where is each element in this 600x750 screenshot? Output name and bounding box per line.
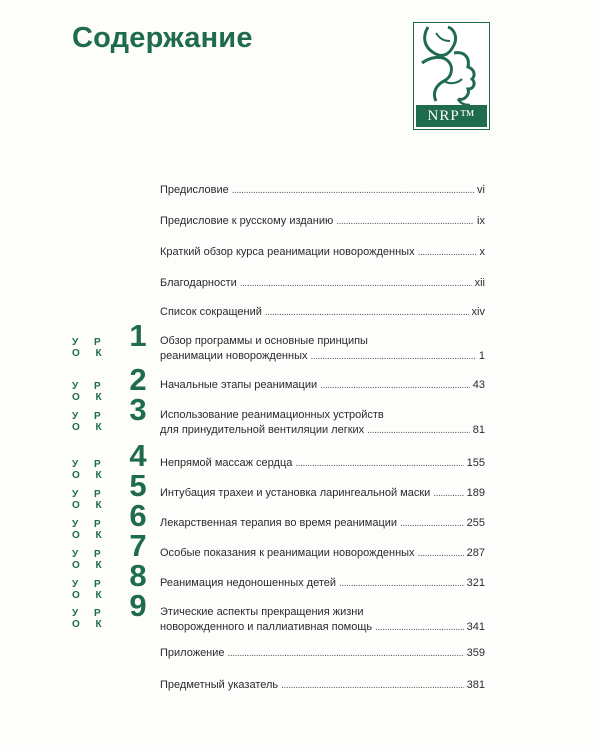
dot-leader [265,305,469,320]
dot-leader [418,245,477,260]
lesson-number: 6 [129,498,147,533]
toc-entry-index[interactable] [160,678,485,693]
toc-entry-acknowledgements[interactable] [160,276,485,291]
toc-entry-preface[interactable] [160,183,485,198]
entry-title-line2: реанимации новорожденных [160,350,308,362]
toc-entry-lesson-8[interactable] [160,576,485,591]
dot-leader [339,576,464,591]
lesson-label: У Р О К [72,608,109,630]
lesson-number: 4 [129,438,147,473]
logo-text: NRP™ [416,105,487,127]
lesson-label: У Р О К [72,519,109,541]
entry-page: 189 [466,487,485,499]
entry-page: 1 [478,350,485,362]
entry-title: Краткий обзор курса реанимации новорожденных [160,246,415,258]
lesson-number: 1 [129,318,147,353]
dot-leader [295,456,463,471]
entry-page: 341 [466,621,485,633]
toc-entry-lesson-1[interactable] [160,334,485,364]
toc-entry-course-overview[interactable] [160,245,485,260]
entry-page: 287 [466,547,485,559]
entry-title-line1: Использование реанимационных устройств [160,409,384,421]
dot-leader [311,349,476,364]
page-title: Содержание [72,22,253,54]
entry-page: 255 [466,517,485,529]
toc-entry-preface-russian[interactable] [160,214,485,229]
entry-title-line2: для принудительной вентиляции легких [160,424,365,436]
lesson-label: У Р О К [72,489,109,511]
lesson-label: У Р О К [72,337,109,359]
dot-leader [240,276,472,291]
entry-title: Начальные этапы реанимации [160,379,318,391]
entry-title-line2: новорожденного и паллиативная помощь [160,621,373,633]
lesson-number: 8 [129,558,147,593]
entry-title: Реанимация недоношенных детей [160,577,337,589]
toc-entry-lesson-9[interactable] [160,605,485,635]
entry-page: 43 [472,379,485,391]
entry-page: 155 [466,457,485,469]
lesson-label: У Р О К [72,549,109,571]
dot-leader [228,646,464,661]
entry-page: 81 [472,424,485,436]
entry-page: xii [474,277,485,289]
entry-page: xiv [471,306,485,318]
entry-page: 381 [466,679,485,691]
toc-entry-abbreviations[interactable] [160,305,485,320]
lesson-number: 2 [129,362,147,397]
dot-leader [336,214,474,229]
entry-title: Особые показания к реанимации новорожденных [160,547,415,559]
toc-entry-lesson-6[interactable] [160,516,485,531]
lesson-label: У Р О К [72,579,109,601]
entry-title: Непрямой массаж сердца [160,457,293,469]
entry-title: Лекарственная терапия во время реанимации [160,517,398,529]
entry-page: 359 [466,647,485,659]
toc-entry-lesson-4[interactable] [160,456,485,471]
entry-title: Предисловие [160,184,229,196]
toc-entry-lesson-3[interactable] [160,408,485,438]
entry-title: Интубация трахеи и установка ларингеальной маски [160,487,431,499]
entry-page: vi [477,184,485,196]
entry-title: Предисловие к русскому изданию [160,215,334,227]
dot-leader [232,183,474,198]
dot-leader [400,516,464,531]
entry-page: ix [477,215,485,227]
toc-entry-lesson-7[interactable] [160,546,485,561]
lesson-label: У Р О К [72,411,109,433]
dot-leader [320,378,470,393]
entry-title: Список сокращений [160,306,262,318]
entry-title-line1: Обзор программы и основные принципы [160,335,368,347]
entry-title: Благодарности [160,277,237,289]
entry-title: Предметный указатель [160,679,279,691]
entry-page: x [479,246,485,258]
dot-leader [375,620,463,635]
lesson-number: 9 [129,588,147,623]
lesson-label: У Р О К [72,381,109,403]
dot-leader [367,423,470,438]
dot-leader [281,678,464,693]
lesson-number: 3 [129,392,147,427]
lesson-label: У Р О К [72,459,109,481]
toc-entry-lesson-2[interactable] [160,378,485,393]
dot-leader [418,546,464,561]
toc-entry-lesson-5[interactable] [160,486,485,501]
entry-page: 321 [466,577,485,589]
lesson-number: 5 [129,468,147,503]
dot-leader [433,486,463,501]
lesson-number: 7 [129,528,147,563]
toc-entry-appendix[interactable] [160,646,485,661]
entry-title-line1: Этические аспекты прекращения жизни [160,606,364,618]
entry-title: Приложение [160,647,225,659]
